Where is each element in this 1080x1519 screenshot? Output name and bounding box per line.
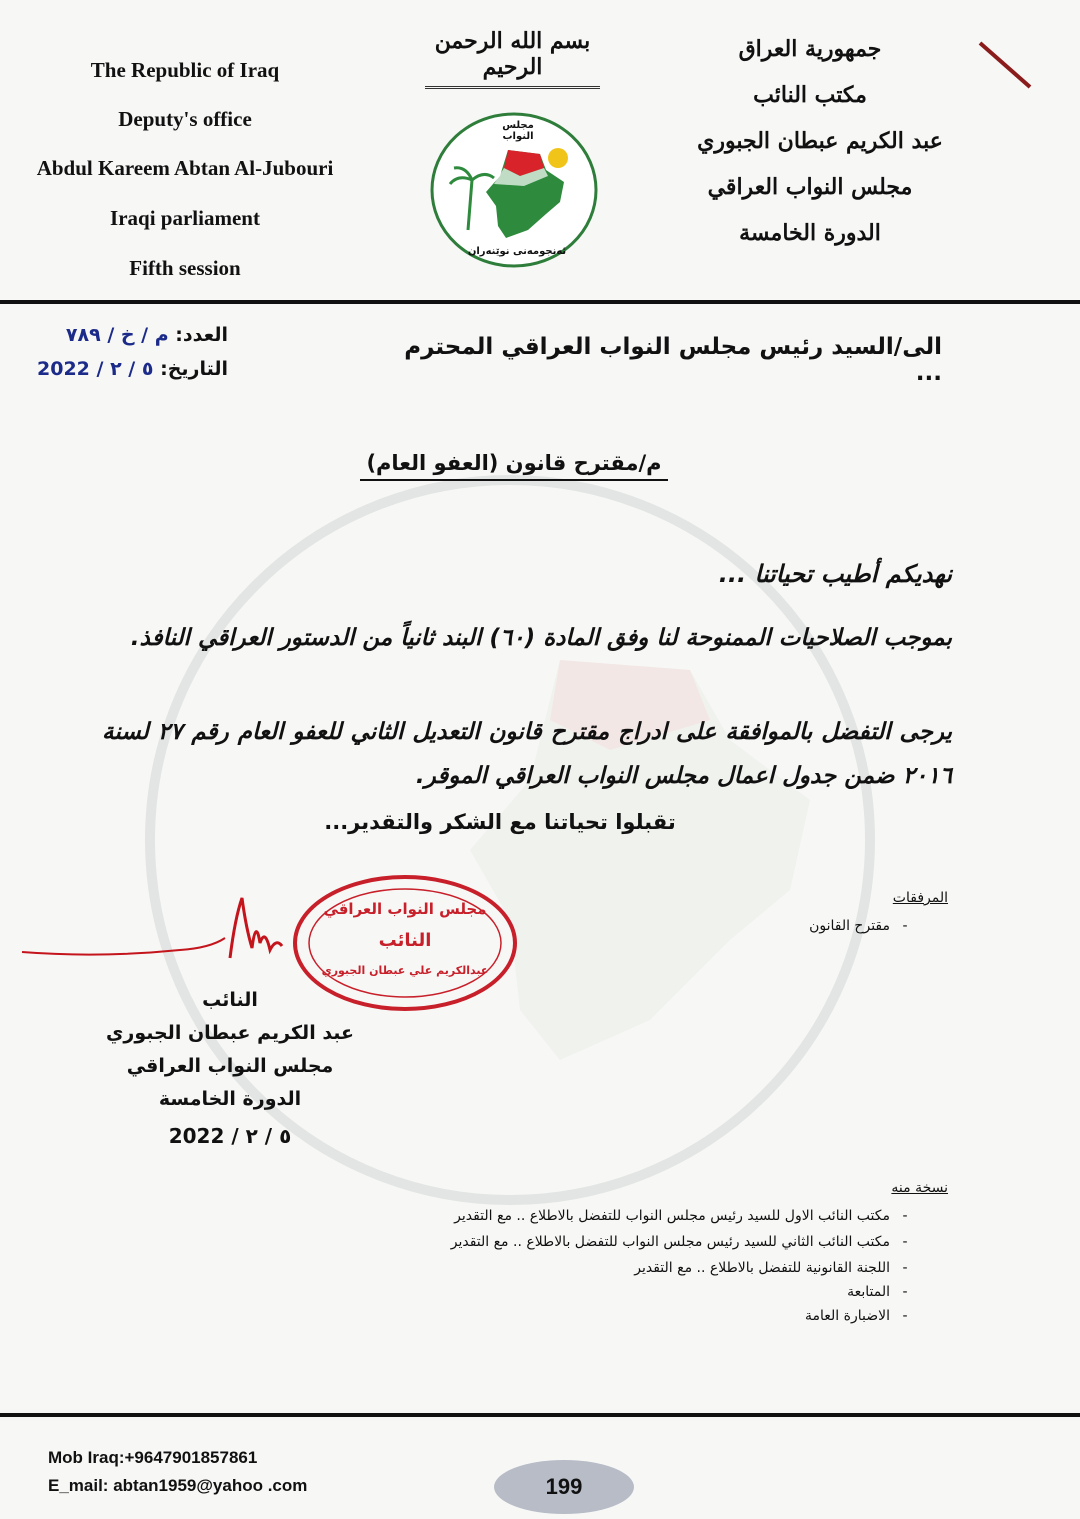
attachments-title: المرفقات: [892, 890, 948, 906]
basmala-calligraphy: بسم الله الرحمن الرحيم: [425, 28, 600, 89]
signature-title: النائب: [202, 989, 258, 1011]
signature-session: الدورة الخامسة: [158, 1088, 302, 1110]
header-rule: [0, 300, 1080, 304]
ref-date-value: ٥ / ٢ / 2022: [37, 358, 154, 380]
ref-number-label: العدد:: [175, 324, 228, 346]
addressee: الى/السيد رئيس مجلس النواب العراقي المحترم ...: [404, 334, 942, 386]
signature-date: ٥ / ٢ / 2022: [168, 1124, 292, 1148]
emblem-text-top: مجلس النواب: [502, 120, 534, 142]
copy-item-label: مكتب النائب الثاني للسيد رئيس مجلس النواب للتفضل بالاطلاع .. مع التقدير: [450, 1234, 890, 1250]
ref-number-value: م / خ / ٧٨٩: [65, 324, 169, 346]
signature-body: مجلس النواب العراقي: [126, 1055, 334, 1077]
header-ar-line: جمهورية العراق: [738, 36, 882, 62]
header-en-line: Abdul Kareem Abtan Al-Jubouri: [36, 156, 334, 180]
attachment-item-label: مقترح القانون: [809, 918, 890, 934]
header-ar-line: مجلس النواب العراقي: [707, 174, 913, 200]
stamp-line-2: النائب: [378, 930, 432, 951]
footer-mobile: Mob Iraq:+9647901857861: [48, 1448, 258, 1467]
header-ar-line: عبد الكريم عبطان الجبوري: [697, 128, 943, 154]
stamp-line-1: مجلس النواب العراقي: [323, 900, 487, 918]
copy-item: -اللجنة القانونية للتفضل بالاطلاع .. مع التقدير: [634, 1260, 908, 1276]
copy-item: -الاضبارة العامة: [805, 1308, 908, 1324]
header-en-line: Deputy's office: [118, 107, 252, 131]
header-en-line: Iraqi parliament: [110, 206, 260, 230]
reference-block: [8, 318, 228, 386]
greeting: نهديكم أطيب تحياتنا ...: [718, 560, 952, 588]
subject: م/مقترح قانون (العفو العام): [360, 451, 668, 481]
footer-rule: [0, 1413, 1080, 1417]
handwritten-signature: [20, 888, 290, 983]
closing-line: تقبلوا تحياتنا مع الشكر والتقدير...: [324, 810, 676, 834]
copy-item: -مكتب النائب الاول للسيد رئيس مجلس النواب للتفضل بالاطلاع .. مع التقدير: [454, 1208, 908, 1224]
signature-name: عبد الكريم عبطان الجبوري: [105, 1022, 355, 1044]
copy-item-label: المتابعة: [847, 1284, 890, 1300]
copy-item: -مكتب النائب الثاني للسيد رئيس مجلس النواب للتفضل بالاطلاع .. مع التقدير: [450, 1234, 908, 1250]
copy-item-label: مكتب النائب الاول للسيد رئيس مجلس النواب للتفضل بالاطلاع .. مع التقدير: [454, 1208, 890, 1224]
copy-item-label: الاضبارة العامة: [805, 1308, 890, 1324]
header-en-line: Fifth session: [129, 256, 241, 280]
page-number-badge: [494, 1460, 634, 1514]
body-paragraph-1: بموجب الصلاحيات الممنوحة لنا وفق المادة (٦٠) البند ثانياً من الدستور العراقي النافذ.: [130, 625, 952, 651]
footer-email: E_mail: abtan1959@yahoo .com: [48, 1476, 308, 1495]
body-paragraph-2: يرجى التفضل بالموافقة على ادراج مقترح قانون التعديل الثاني للعفو العام رقم ٢٧ لسنة ٢٠١٦ ضمن جدول اعمال مجلس النواب العراقي الموقر.: [102, 719, 953, 789]
signature-block: [90, 984, 370, 1153]
emblem-text-bottom: ئەنجومەنی نوێنەران: [467, 246, 567, 257]
page-number: 199: [545, 1474, 583, 1499]
copy-item: -المتابعة: [847, 1284, 908, 1300]
stamp-line-3: عبدالكريم علي عبطان الجبوري: [321, 964, 489, 977]
header-ar-line: الدورة الخامسة: [739, 220, 881, 246]
header-ar-line: مكتب النائب: [753, 82, 867, 108]
copy-item-label: اللجنة القانونية للتفضل بالاطلاع .. مع التقدير: [634, 1260, 890, 1276]
corner-mark: [975, 35, 1035, 95]
ref-date-label: التاريخ:: [160, 358, 228, 380]
copies-title: نسخة منه: [891, 1180, 948, 1196]
attachment-item: -مقترح القانون: [809, 918, 908, 934]
header-en-line: The Republic of Iraq: [90, 58, 280, 82]
